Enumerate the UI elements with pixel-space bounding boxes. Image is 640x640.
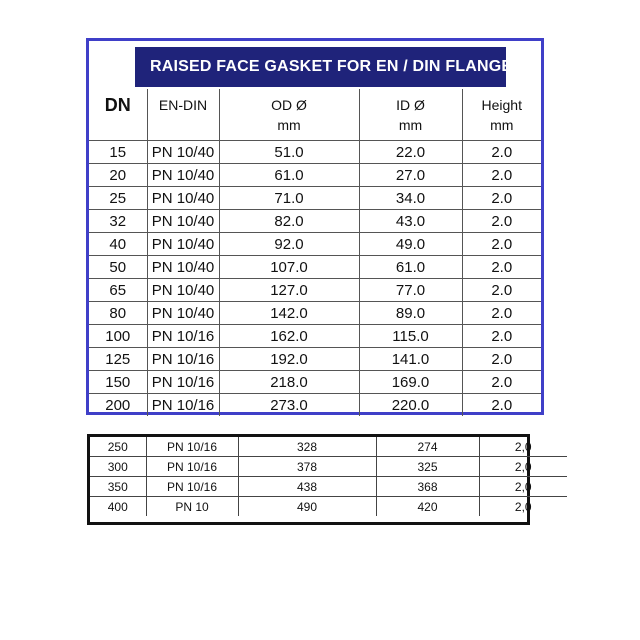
cell-height: 2,0 (479, 437, 567, 457)
header-id-label: ID Ø (396, 96, 425, 113)
table-row (89, 348, 541, 371)
cell-height: 2.0 (462, 325, 541, 348)
cell-od: 378 (238, 457, 376, 477)
table-row (89, 325, 541, 348)
cell-height: 2,0 (479, 457, 567, 477)
cell-standard: PN 10 (146, 497, 238, 517)
cell-id: 141.0 (359, 348, 462, 371)
table-row (89, 233, 541, 256)
cell-od: 71.0 (219, 187, 359, 210)
supplement-dimension-table (90, 437, 567, 516)
cell-dn: 125 (89, 348, 147, 371)
cell-dn: 65 (89, 279, 147, 302)
cell-od: 490 (238, 497, 376, 517)
cell-od: 127.0 (219, 279, 359, 302)
header-standard: EN-DIN (147, 89, 219, 141)
cell-id: 115.0 (359, 325, 462, 348)
cell-standard: PN 10/40 (147, 141, 219, 164)
cell-standard: PN 10/40 (147, 210, 219, 233)
header-height-label: Height (481, 96, 522, 113)
cell-id: 89.0 (359, 302, 462, 325)
cell-height: 2.0 (462, 394, 541, 417)
table-row (89, 164, 541, 187)
table-row (90, 477, 567, 497)
header-od-label: OD Ø (271, 96, 307, 113)
cell-od: 92.0 (219, 233, 359, 256)
table-row (89, 394, 541, 417)
cell-dn: 50 (89, 256, 147, 279)
table-row (89, 302, 541, 325)
cell-standard: PN 10/16 (147, 325, 219, 348)
cell-height: 2.0 (462, 164, 541, 187)
cell-od: 273.0 (219, 394, 359, 417)
cell-standard: PN 10/40 (147, 279, 219, 302)
cell-id: 49.0 (359, 233, 462, 256)
cell-od: 107.0 (219, 256, 359, 279)
cell-id: 34.0 (359, 187, 462, 210)
cell-od: 51.0 (219, 141, 359, 164)
cell-od: 218.0 (219, 371, 359, 394)
cell-standard: PN 10/40 (147, 302, 219, 325)
table-row (89, 279, 541, 302)
cell-standard: PN 10/16 (146, 457, 238, 477)
cell-id: 325 (376, 457, 479, 477)
cell-height: 2.0 (462, 371, 541, 394)
supplement-table-panel (87, 434, 530, 525)
cell-dn: 40 (89, 233, 147, 256)
cell-standard: PN 10/40 (147, 164, 219, 187)
header-od-unit: mm (277, 116, 301, 133)
cell-height: 2.0 (462, 279, 541, 302)
cell-height: 2.0 (462, 210, 541, 233)
cell-height: 2,0 (479, 497, 567, 517)
cell-id: 61.0 (359, 256, 462, 279)
cell-dn: 20 (89, 164, 147, 187)
table-row (89, 210, 541, 233)
cell-dn: 300 (90, 457, 146, 477)
cell-od: 162.0 (219, 325, 359, 348)
header-height-unit: mm (490, 116, 514, 133)
header-height (462, 89, 541, 141)
cell-height: 2.0 (462, 256, 541, 279)
cell-height: 2.0 (462, 348, 541, 371)
header-dn: DN (89, 89, 147, 141)
table-row (90, 457, 567, 477)
cell-standard: PN 10/16 (147, 371, 219, 394)
cell-dn: 15 (89, 141, 147, 164)
cell-dn: 80 (89, 302, 147, 325)
cell-dn: 32 (89, 210, 147, 233)
cell-height: 2.0 (462, 187, 541, 210)
gasket-dimension-table (89, 89, 541, 416)
header-id (359, 89, 462, 141)
cell-id: 169.0 (359, 371, 462, 394)
cell-od: 61.0 (219, 164, 359, 187)
cell-dn: 250 (90, 437, 146, 457)
cell-standard: PN 10/40 (147, 187, 219, 210)
cell-standard: PN 10/16 (146, 477, 238, 497)
cell-dn: 400 (90, 497, 146, 517)
cell-dn: 100 (89, 325, 147, 348)
table-row (89, 187, 541, 210)
cell-id: 77.0 (359, 279, 462, 302)
cell-od: 192.0 (219, 348, 359, 371)
cell-height: 2.0 (462, 233, 541, 256)
cell-id: 22.0 (359, 141, 462, 164)
cell-height: 2,0 (479, 477, 567, 497)
table-row (89, 371, 541, 394)
cell-id: 27.0 (359, 164, 462, 187)
table-row (90, 497, 567, 517)
table-row (89, 141, 541, 164)
cell-od: 328 (238, 437, 376, 457)
cell-standard: PN 10/40 (147, 256, 219, 279)
table-row (90, 437, 567, 457)
cell-id: 274 (376, 437, 479, 457)
header-od (219, 89, 359, 141)
cell-od: 438 (238, 477, 376, 497)
cell-dn: 350 (90, 477, 146, 497)
cell-id: 368 (376, 477, 479, 497)
cell-height: 2.0 (462, 141, 541, 164)
cell-standard: PN 10/16 (146, 437, 238, 457)
cell-id: 43.0 (359, 210, 462, 233)
cell-standard: PN 10/16 (147, 348, 219, 371)
cell-height: 2.0 (462, 302, 541, 325)
cell-od: 142.0 (219, 302, 359, 325)
table-row (89, 256, 541, 279)
cell-dn: 25 (89, 187, 147, 210)
cell-id: 220.0 (359, 394, 462, 417)
header-id-unit: mm (398, 116, 423, 133)
table-header-row (89, 89, 541, 141)
cell-standard: PN 10/40 (147, 233, 219, 256)
cell-dn: 150 (89, 371, 147, 394)
cell-standard: PN 10/16 (147, 394, 219, 417)
table-title: RAISED FACE GASKET FOR EN / DIN FLANGE - (135, 47, 506, 87)
gasket-table-panel (86, 38, 544, 415)
cell-dn: 200 (89, 394, 147, 417)
cell-od: 82.0 (219, 210, 359, 233)
cell-id: 420 (376, 497, 479, 517)
